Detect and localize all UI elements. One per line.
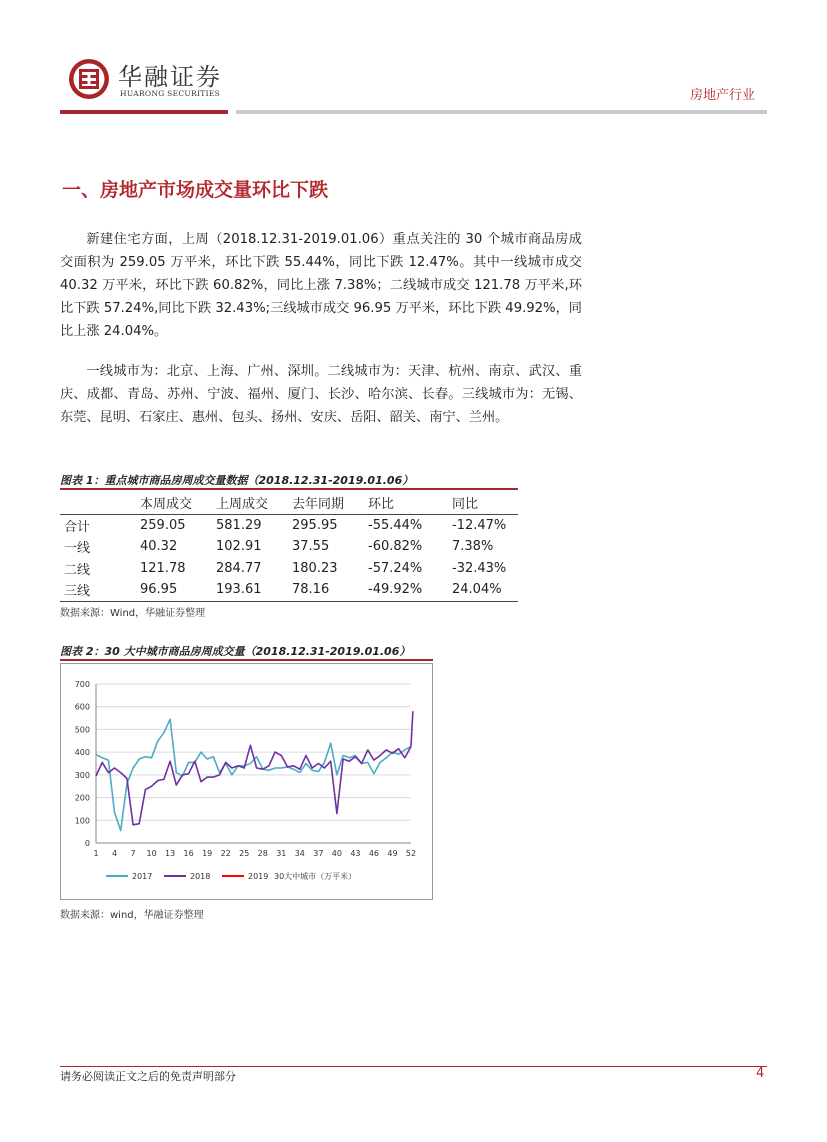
table-cell: 三线: [60, 579, 136, 601]
x-tick-label: 52: [405, 849, 417, 858]
footer-disclaimer: 请务必阅读正文之后的免责声明部分: [60, 1070, 236, 1083]
table-header-cell: 上周成交: [212, 492, 288, 514]
brand-name-cn: 华融证券: [118, 63, 222, 91]
table-cell: -60.82%: [368, 539, 423, 555]
y-tick-label: 200: [74, 793, 90, 803]
x-tick-label: 4: [111, 849, 118, 858]
footer-divider: [60, 1066, 767, 1067]
y-tick-label: 300: [74, 770, 90, 780]
section-title: 一、房地产市场成交量环比下跌: [62, 179, 329, 201]
table-cell: 284.77: [216, 560, 262, 576]
table-header-cell: [60, 492, 136, 514]
table-header-cell: 去年同期: [288, 492, 364, 514]
x-tick-label: 40: [331, 849, 342, 858]
x-tick-label: 10: [146, 849, 157, 858]
table-cell: 581.29: [216, 517, 262, 533]
x-tick-label: 43: [350, 849, 361, 858]
series-line-2018-tail: [411, 711, 413, 746]
table-cell: 295.95: [292, 517, 338, 533]
table-header-row: [60, 492, 518, 514]
paragraph-city-tiers: [60, 360, 582, 429]
paragraph-summary: [60, 228, 582, 343]
page-number: 4: [756, 1066, 765, 1081]
table-cell: 180.23: [292, 560, 338, 576]
table-cell: -32.43%: [452, 560, 507, 576]
figure2-title: 图表 2：30 大中城市商品房周成交量（2018.12.31-2019.01.06）: [60, 645, 411, 658]
table-header-cell: 同比: [448, 492, 518, 514]
x-tick-label: 31: [276, 849, 287, 858]
brand-name-en: HUARONG SECURITIES: [120, 89, 221, 98]
table-cell: 二线: [64, 562, 91, 578]
table-row: [60, 514, 518, 536]
figure2-title-rule: [60, 659, 433, 661]
huarong-logo-icon: [68, 58, 110, 100]
x-tick-label: 16: [183, 849, 194, 858]
table-cell: -57.24%: [368, 560, 423, 576]
table-cell: 7.38%: [452, 539, 494, 555]
table-row: [60, 536, 518, 558]
x-tick-label: 1: [93, 849, 99, 858]
figure1-title: 图表 1：重点城市商品房周成交量数据（2018.12.31-2019.01.06）: [60, 474, 414, 487]
x-tick-label: 37: [313, 849, 324, 858]
x-tick-label: 46: [368, 849, 380, 858]
table-cell: 37.55: [292, 539, 330, 555]
table-cell: 24.04%: [448, 579, 518, 601]
table-cell: 102.91: [216, 539, 262, 555]
y-tick-label: 400: [74, 748, 90, 758]
y-tick-label: 600: [74, 702, 90, 712]
paragraph-text: 新建住宅方面，上周（2018.12.31-2019.01.06）重点关注的 30 个城市商品房成交面积为 259.05 万平米，环比下跌 55.44%，同比下跌 12.47%。其中一线城市成交 40.32 万平米，环比下跌 60.82%，同比上涨 7.38%；二线城市成交 121.78 万平米,环比下跌 57.24%,同比下跌 32.43%;三线城市成交 96.95 万平米，环比下跌 49.92%，同比上涨 24.04%。: [60, 232, 582, 339]
y-tick-label: 0: [84, 839, 90, 848]
x-tick-label: 25: [239, 849, 250, 858]
figure1-source: 数据来源：Wind，华融证券整理: [60, 608, 206, 619]
x-tick-label: 7: [130, 849, 136, 858]
table-cell: -12.47%: [452, 517, 507, 533]
table-cell: 合计: [64, 519, 91, 535]
table-cell: -49.92%: [364, 579, 448, 601]
table-header-cell: 本周成交: [136, 492, 212, 514]
weekly-volume-line-chart: [61, 664, 432, 899]
table-header-cell: 环比: [364, 492, 448, 514]
y-tick-label: 100: [74, 816, 90, 826]
industry-label: 房地产行业: [690, 88, 756, 103]
figure1-title-rule: [60, 488, 518, 490]
table-cell: 259.05: [140, 517, 186, 533]
y-tick-label: 500: [74, 725, 90, 735]
legend-label: 2017: [132, 872, 153, 881]
x-tick-label: 28: [257, 849, 268, 858]
legend-label: 2019: [248, 872, 269, 881]
table-cell: -55.44%: [368, 517, 423, 533]
figure2-source: 数据来源：wind，华融证券整理: [60, 910, 204, 921]
y-tick-label: 700: [74, 680, 90, 689]
legend-extra-label: 30大中城市（万平米）: [274, 872, 357, 881]
table-row: [60, 579, 518, 601]
x-tick-label: 49: [387, 849, 398, 858]
paragraph-text: 一线城市为：北京、上海、广州、深圳。二线城市为：天津、杭州、南京、武汉、重庆、成都、青岛、苏州、宁波、福州、厦门、长沙、哈尔滨、长春。三线城市为：无锡、东莞、昆明、石家庄、惠州、包头、扬州、安庆、岳阳、韶关、南宁、兰州。: [60, 364, 582, 425]
table-cell: 121.78: [140, 560, 186, 576]
table-cell: 78.16: [288, 579, 364, 601]
header-divider-gray: [236, 110, 767, 114]
x-tick-label: 22: [220, 849, 231, 858]
table-cell: 一线: [64, 541, 91, 557]
table-cell: 193.61: [212, 579, 288, 601]
x-tick-label: 13: [165, 849, 176, 858]
header-divider-red: [60, 110, 228, 114]
weekly-transactions-table: [60, 492, 518, 602]
table-cell: 40.32: [140, 539, 178, 555]
legend-label: 2018: [190, 872, 211, 881]
chart-frame: [60, 663, 433, 900]
x-tick-label: 34: [294, 849, 305, 858]
table-cell: 96.95: [136, 579, 212, 601]
x-tick-label: 19: [202, 849, 213, 858]
table-row: [60, 558, 518, 580]
